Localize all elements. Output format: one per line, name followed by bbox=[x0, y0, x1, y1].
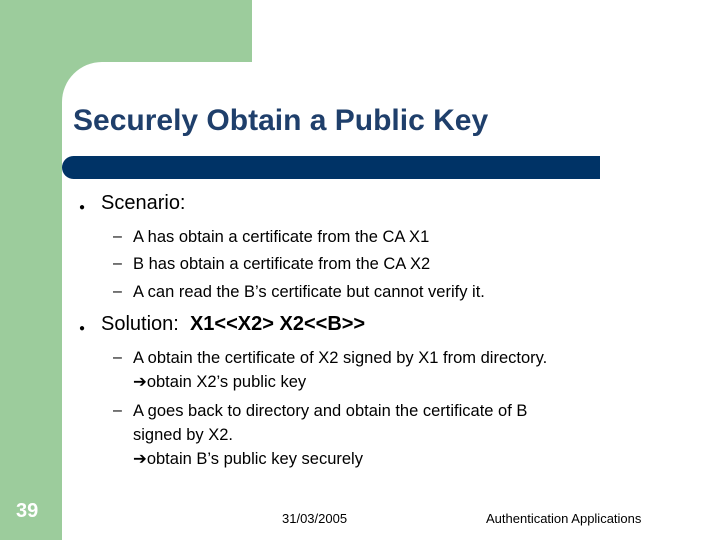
scenario-item-3: A can read the B’s certificate but cannot verify it. bbox=[133, 283, 485, 301]
title-underline-bar bbox=[62, 156, 600, 179]
dash-icon: – bbox=[113, 255, 122, 272]
slide-title: Securely Obtain a Public Key bbox=[73, 104, 489, 137]
scenario-item-2: B has obtain a certificate from the CA X2 bbox=[133, 255, 431, 273]
footer-date: 31/03/2005 bbox=[282, 511, 348, 526]
dash-icon: – bbox=[113, 349, 122, 366]
scenario-item-1: A has obtain a certificate from the CA X1 bbox=[133, 228, 430, 246]
solution-item-2-result: obtain B’s public key securely bbox=[146, 450, 363, 468]
bullet-icon: ● bbox=[79, 323, 86, 334]
slide-number: 39 bbox=[16, 500, 39, 522]
solution-label: Solution: bbox=[101, 313, 179, 335]
solution-item-2-line-3 bbox=[133, 447, 527, 471]
solution-item-2 bbox=[133, 399, 527, 471]
solution-item-2-line-1: A goes back to directory and obtain the certificate of B bbox=[133, 402, 528, 420]
dash-icon: – bbox=[113, 283, 122, 300]
solution-item-1-line-1: A obtain the certificate of X2 signed by X1 from directory. bbox=[133, 349, 548, 367]
arrow-right-icon: ➔ bbox=[133, 373, 147, 391]
arrow-right-icon: ➔ bbox=[133, 450, 147, 468]
scenario-label: Scenario: bbox=[101, 192, 186, 214]
bullet-icon: ● bbox=[79, 202, 86, 213]
solution-item-2-line-2: signed by X2. bbox=[133, 426, 233, 444]
solution-item-1-line-2 bbox=[133, 370, 547, 394]
solution-line bbox=[101, 313, 365, 336]
footer-title: Authentication Applications bbox=[486, 511, 642, 526]
dash-icon: – bbox=[113, 402, 122, 419]
solution-item-1-result: obtain X2’s public key bbox=[146, 373, 307, 391]
solution-item-1 bbox=[133, 346, 547, 394]
dash-icon: – bbox=[113, 228, 122, 245]
solution-formula: X1<<X2> X2<<B>> bbox=[189, 313, 366, 335]
